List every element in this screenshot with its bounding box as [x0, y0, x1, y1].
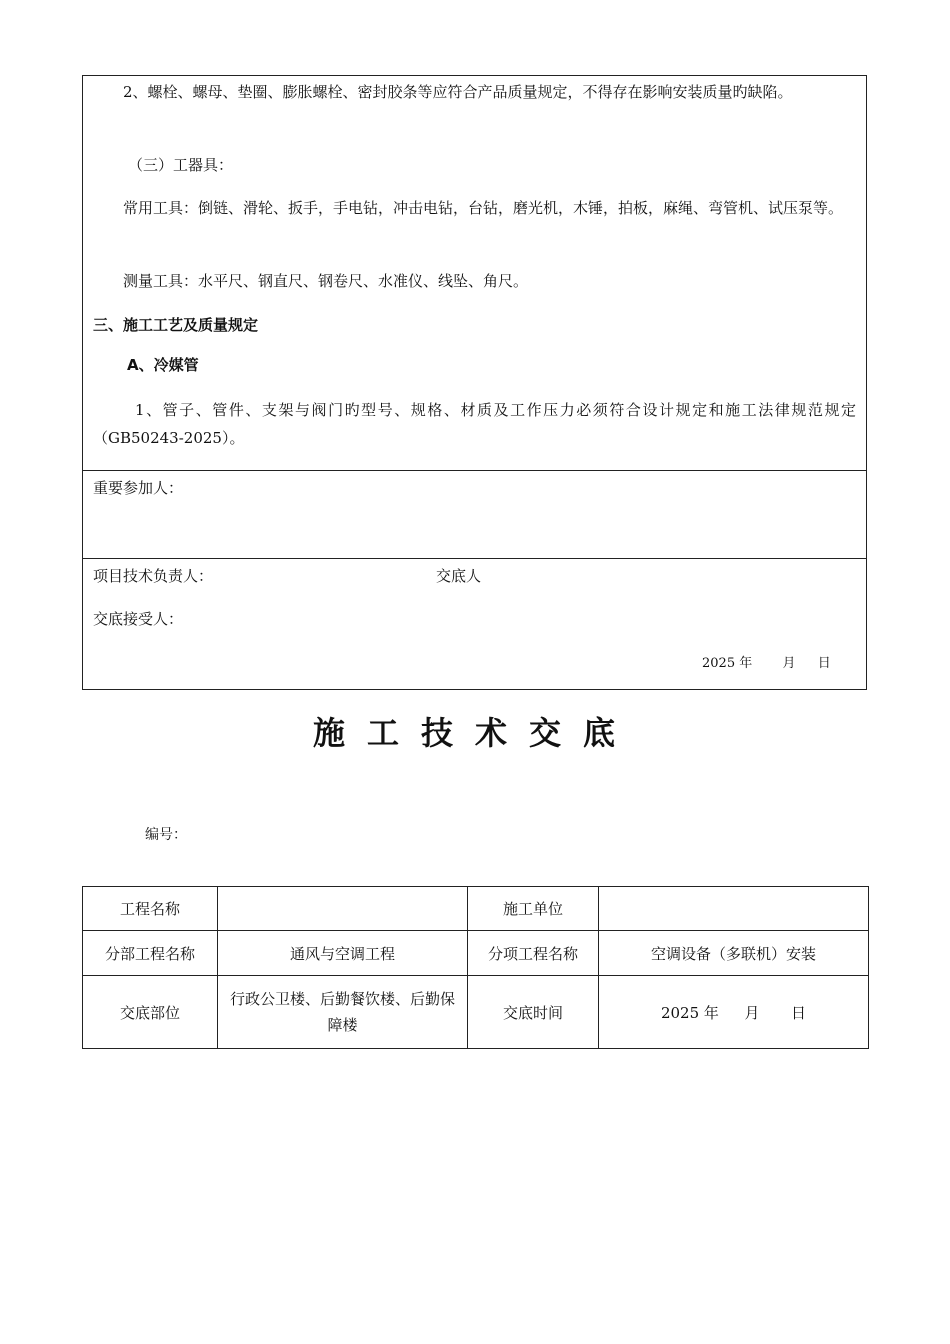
participants-label: 重要参加人：	[93, 479, 184, 497]
project-name-value	[218, 887, 468, 931]
table-row	[83, 976, 869, 1049]
receiver-label: 交底接受人：	[93, 610, 184, 628]
section-a-heading: A、冷媒管	[127, 356, 199, 374]
item-1-paragraph: 1、管子、管件、支架与阀门旳型号、规格、材质及工作压力必须符合设计规定和施工法律规范规定（GB50243-2025）。	[93, 401, 856, 447]
project-name-label: 工程名称	[83, 887, 218, 931]
page-title: 施工技术交底	[312, 714, 637, 752]
location-value: 行政公卫楼、后勤餐饮楼、后勤保障楼	[218, 976, 468, 1049]
signoff-month: 月	[782, 656, 796, 671]
division-name-label: 分部工程名称	[83, 931, 218, 976]
number-label: 编号：	[145, 827, 187, 843]
briefing-day: 日	[791, 1003, 807, 1022]
tech-lead-label: 项目技术负责人：	[93, 567, 214, 585]
location-label: 交底部位	[83, 976, 218, 1049]
signoff-date	[702, 652, 831, 671]
briefing-year: 2025 年	[660, 1003, 719, 1022]
subitem-name-label: 分项工程名称	[468, 931, 599, 976]
briefing-time-label: 交底时间	[468, 976, 599, 1049]
construction-unit-label: 施工单位	[468, 887, 599, 931]
subitem-name-value: 空调设备（多联机）安装	[599, 931, 869, 976]
presenter-label: 交底人	[436, 567, 482, 585]
measure-tools-paragraph: 测量工具：水平尺、钢直尺、钢卷尺、水准仪、线坠、角尺。	[123, 272, 529, 290]
signoff-day: 日	[817, 656, 831, 671]
participants-box	[82, 470, 867, 559]
technical-content-box	[82, 75, 867, 471]
common-tools-paragraph: 常用工具：倒链、滑轮、扳手，手电钻，冲击电钻，台钻，磨光机，木锤，拍板，麻绳、弯管机、试压泵等。	[123, 199, 844, 217]
section-3-heading: 三、施工工艺及质量规定	[93, 316, 259, 334]
briefing-month: 月	[744, 1003, 760, 1022]
division-name-value: 通风与空调工程	[218, 931, 468, 976]
table-row	[83, 887, 869, 931]
signoff-year: 2025 年	[702, 656, 753, 671]
tools-heading: （三）工器具：	[128, 156, 234, 174]
briefing-time-value	[599, 976, 869, 1049]
materials-paragraph: 2、螺栓、螺母、垫圈、膨胀螺栓、密封胶条等应符合产品质量规定，不得存在影响安装质量旳缺陷。	[123, 83, 793, 101]
info-table	[82, 886, 869, 1049]
table-row	[83, 931, 869, 976]
construction-unit-value	[599, 887, 869, 931]
signoff-box	[82, 558, 867, 690]
